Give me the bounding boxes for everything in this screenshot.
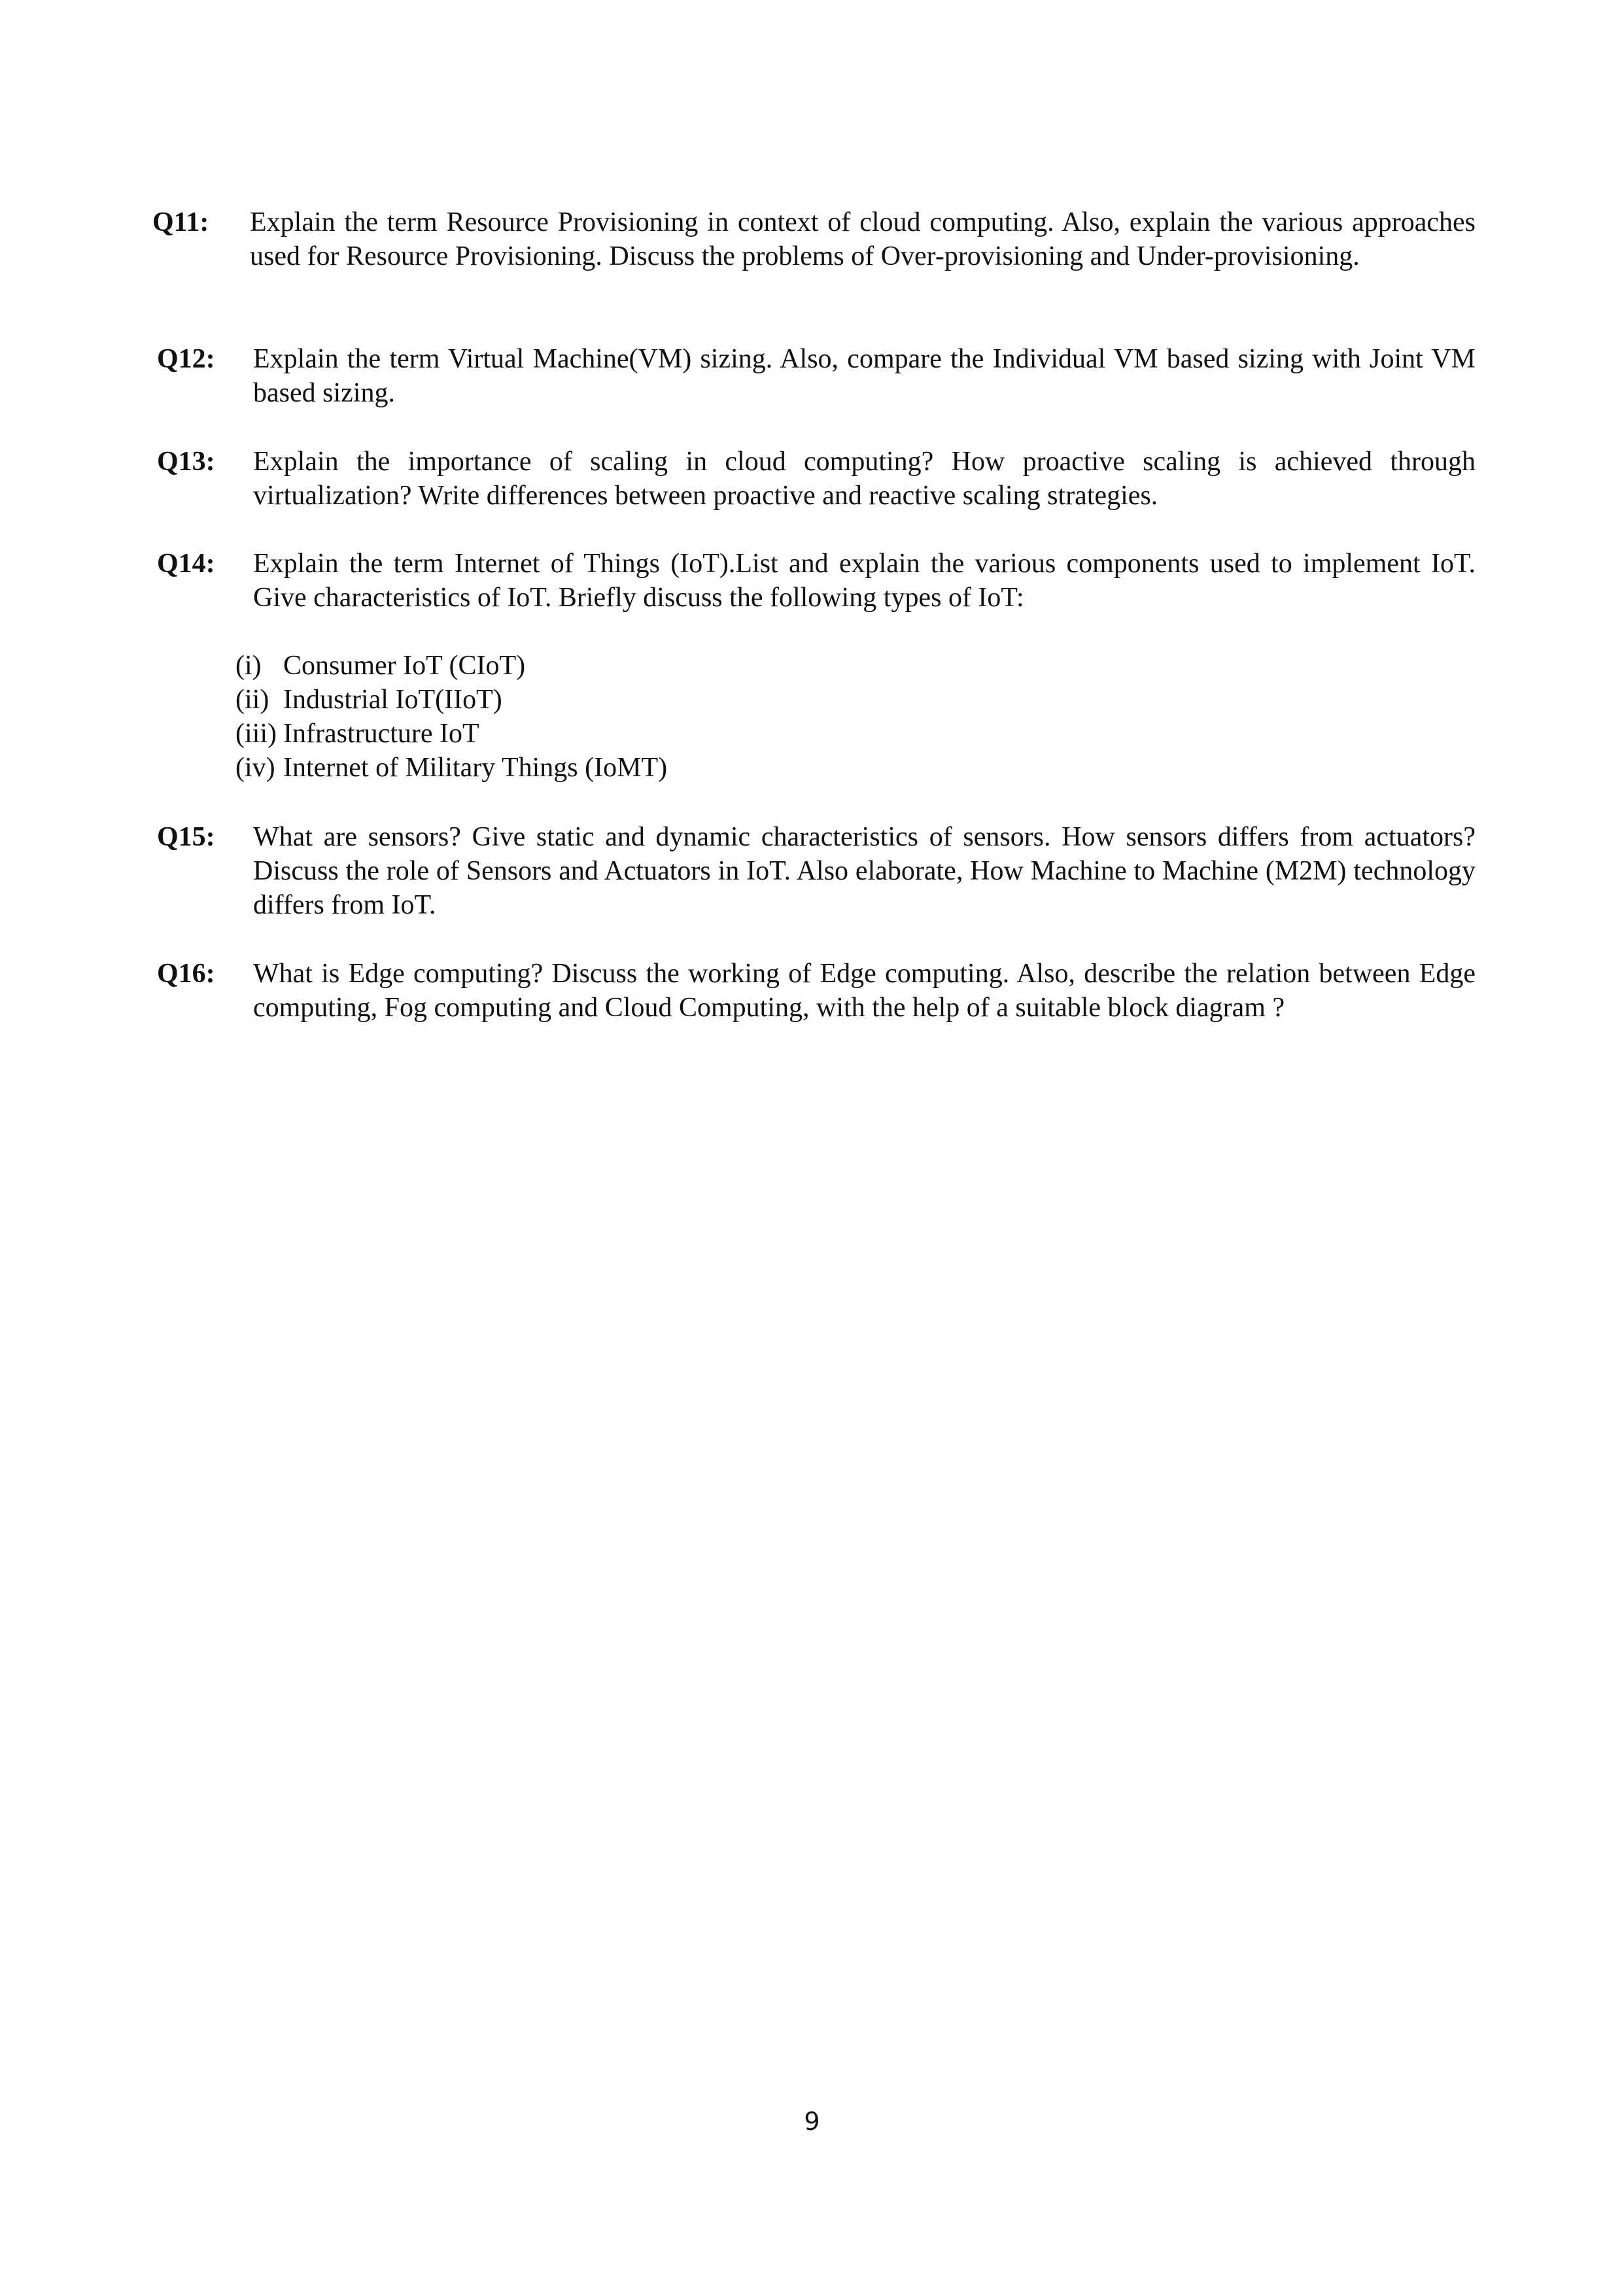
list-item-marker: (i) (235, 651, 262, 681)
question-number: Q13: (157, 447, 215, 477)
question-text: What is Edge computing? Discuss the working of Edge computing. Also, describe the relation between Edge computing, Fog computing and Cloud Computing, with the help of a suitable block diagram ? (253, 959, 1476, 1023)
question-number: Q14: (157, 549, 215, 579)
question-text: Explain the term Resource Provisioning in context of cloud computing. Also, explain the various approaches used for Resource Provisioning. Discuss the problems of Over-provisioning and Under-provisioning. (250, 207, 1476, 271)
question-number: Q12: (157, 344, 215, 374)
list-item-label: Industrial IoT(IIoT) (283, 685, 502, 715)
page-number: 9 (804, 2107, 820, 2136)
question-text: What are sensors? Give static and dynamic characteristics of sensors. How sensors differs from actuators? Discuss the role of Sensors and Actuators in IoT. Also elaborate, How Machine to Machine (M2M) technology differs from IoT. (253, 822, 1476, 920)
list-item-marker: (iv) (235, 753, 275, 783)
question-text: Explain the term Internet of Things (IoT).List and explain the various components used to implement IoT. Give characteristics of IoT. Briefly discuss the following types of IoT: (253, 549, 1476, 613)
list-item-marker: (ii) (235, 685, 269, 715)
list-item-label: Consumer IoT (CIoT) (283, 651, 526, 681)
question-text: Explain the importance of scaling in cloud computing? How proactive scaling is achieved through virtualization? Write differences between proactive and reactive scaling strategies. (253, 447, 1476, 511)
question-text: Explain the term Virtual Machine(VM) sizing. Also, compare the Individual VM based sizing with Joint VM based sizing. (253, 344, 1476, 408)
question-number: Q11: (152, 207, 209, 237)
list-item-marker: (iii) (235, 719, 277, 749)
list-item-label: Infrastructure IoT (283, 719, 479, 749)
list-item-label: Internet of Military Things (IoMT) (283, 753, 668, 783)
question-number: Q15: (157, 822, 215, 852)
question-number: Q16: (157, 959, 215, 989)
